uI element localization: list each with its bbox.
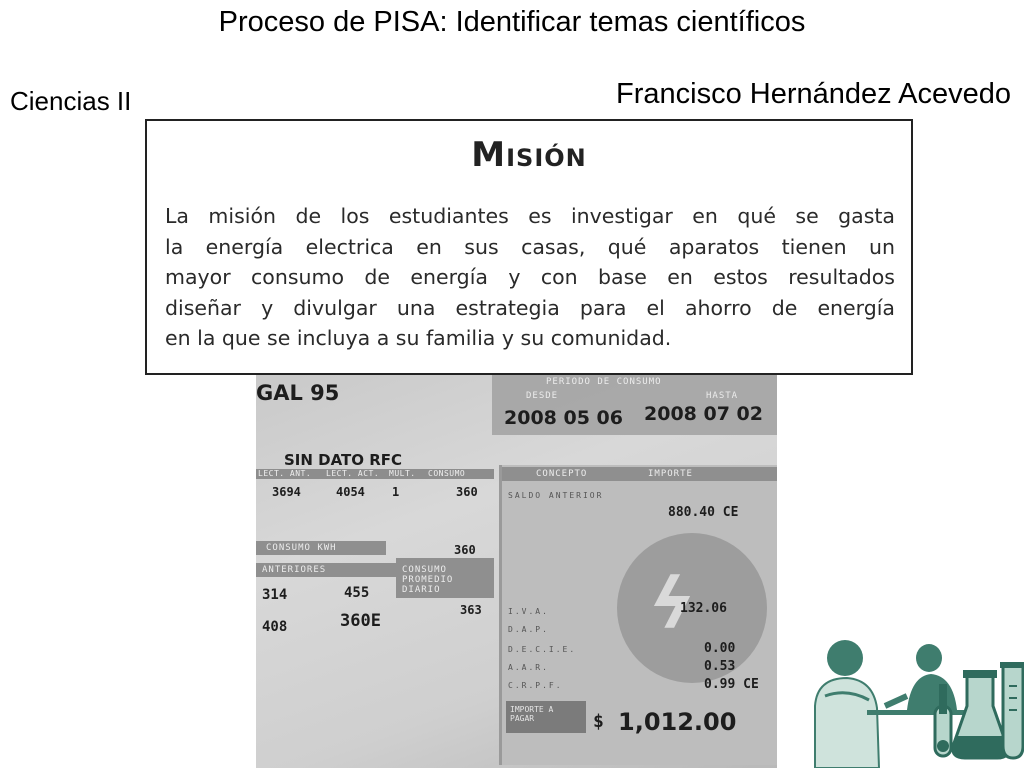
mission-line: la energía electrica en sus casas, qué aparatos tienen un (165, 234, 895, 259)
readings-header: CONSUMO (428, 469, 466, 478)
concept-header: CONCEPTO (536, 469, 588, 479)
concept-label: C.R.P.F. (508, 681, 563, 690)
author-label: Francisco Hernández Acevedo (616, 78, 1011, 110)
concept-label: D.E.C.I.E. (508, 645, 577, 654)
electricity-bill-image (256, 373, 777, 768)
concept-value: 0.53 (704, 659, 736, 674)
reading-value: 360 (456, 485, 478, 499)
readings-header: MULT. (389, 469, 416, 478)
readings-header: LECT. ANT. (258, 469, 312, 478)
bill-date-to: 2008 07 02 (644, 403, 763, 425)
total-amount: 1,012.00 (618, 708, 737, 736)
reading-value: 1 (392, 485, 400, 499)
promedio-label: CONSUMO PROMEDIO DIARIO (402, 565, 454, 595)
readings-header: LECT. ACT. (326, 469, 380, 478)
consumo-kwh-value: 360 (454, 543, 476, 557)
anteriores-label: ANTERIORES (262, 565, 327, 575)
bill-date-from: 2008 05 06 (504, 407, 623, 429)
concept-label: A.A.R. (508, 663, 549, 672)
concept-value: 0.99 CE (704, 677, 759, 692)
total-label: IMPORTE A PAGAR (506, 701, 586, 733)
mission-paragraph (165, 201, 895, 354)
reading-value: 3694 (272, 485, 301, 499)
mission-line: diseñar y divulgar una estrategia para el ahorro de energía (165, 295, 895, 320)
iva-label: I.V.A. (508, 607, 549, 616)
mission-box (145, 119, 913, 375)
mission-line: La misión de los estudiantes es investigar en qué se gasta (165, 204, 895, 228)
scientists-icon (807, 636, 1024, 768)
concept-header: IMPORTE (648, 469, 693, 479)
consumo-kwh-label: CONSUMO KWH (266, 543, 337, 553)
bill-from-label: DESDE (526, 391, 559, 401)
course-label: Ciencias II (10, 86, 132, 116)
lightning-icon: ϟ (651, 563, 694, 645)
prev-value: 360E (340, 611, 381, 631)
bill-rfc: SIN DATO RFC (284, 451, 403, 469)
reading-value: 4054 (336, 485, 365, 499)
currency-symbol: $ (593, 711, 604, 732)
slide-title: Proceso de PISA: Identificar temas científicos (218, 6, 806, 38)
science-lab-clipart (807, 636, 1024, 768)
mission-line: en la que se incluya a su familia y su comunidad. (165, 326, 672, 350)
prev-value: 314 (262, 587, 288, 603)
bill-readings-table (256, 469, 494, 535)
bill-code: GAL 95 (256, 381, 340, 405)
saldo-label: SALDO ANTERIOR (508, 491, 604, 500)
iva-value: 132.06 (680, 601, 727, 616)
saldo-value: 880.40 CE (668, 505, 739, 520)
dap-label: D.A.P. (508, 625, 549, 634)
prev-value: 408 (262, 619, 288, 635)
bill-period-label: PERIODO DE CONSUMO (546, 377, 662, 387)
concept-value: 0.00 (704, 641, 736, 656)
bill-to-label: HASTA (706, 391, 739, 401)
prev-value: 455 (344, 585, 370, 601)
mission-title: Misión (471, 135, 587, 175)
promedio-value: 363 (460, 603, 482, 617)
mission-line: mayor consumo de energía y con base en estos resultados (165, 265, 895, 289)
